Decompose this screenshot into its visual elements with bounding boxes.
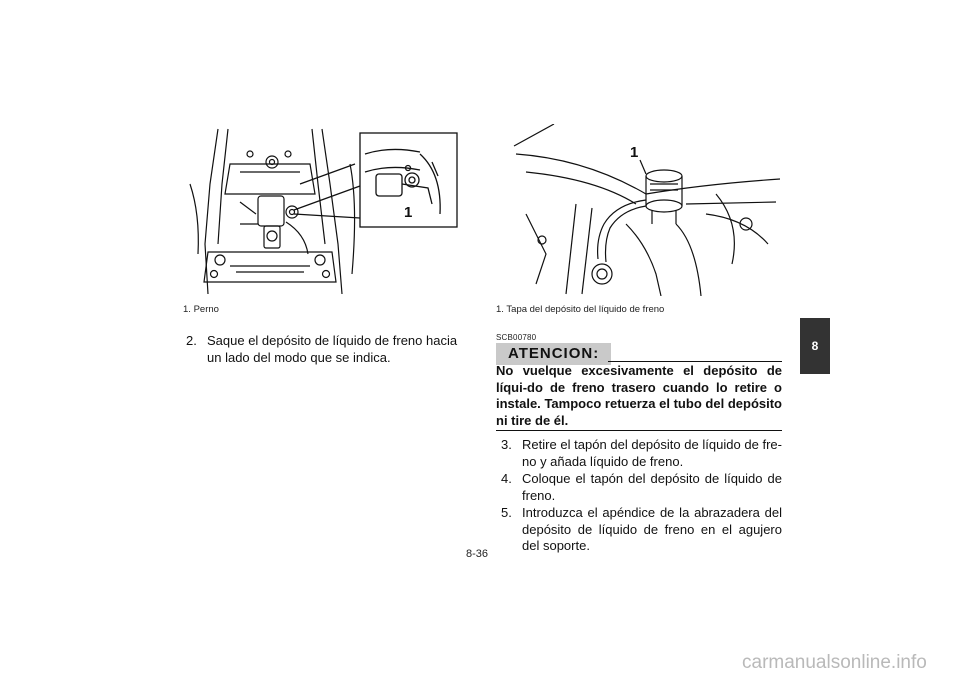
motorcycle-frame-drawing: [180, 124, 462, 296]
step-number: 3.: [501, 437, 512, 452]
caption-number: 1.: [183, 304, 191, 315]
step-number: 4.: [501, 471, 512, 486]
section-tab: 8: [800, 318, 830, 374]
step-text: Coloque el tapón del depósito de líquido de freno.: [522, 471, 782, 503]
document-code: SCB00780: [496, 333, 537, 342]
caption-number: 1.: [496, 304, 504, 315]
step-item: [501, 505, 782, 555]
figure-callout: 1: [630, 144, 639, 161]
page-number: 8-36: [466, 548, 489, 560]
caption-text: Tapa del depósito del líquido de freno: [506, 304, 665, 315]
watermark: carmanualsonline.info: [742, 652, 927, 673]
step-item: [501, 437, 782, 470]
figure-callout: 1: [404, 204, 413, 221]
step-number: 5.: [501, 505, 512, 520]
step-text: Introduzca el apéndice de la abrazadera del depósito de líquido de freno en el agujero del soporte.: [522, 505, 782, 553]
step-number: 2.: [186, 333, 197, 348]
brake-reservoir-drawing: [506, 124, 780, 296]
step-text: Saque el depósito de líquido de freno hacia un lado del modo que se indica.: [207, 333, 458, 365]
step-text: Retire el tapón del depósito de líquido de fre-no y añada líquido de freno.: [522, 437, 782, 469]
bolt-illustration: [180, 124, 462, 296]
reservoir-illustration: [506, 124, 780, 296]
attention-label: ATENCION:: [496, 343, 611, 365]
caption-text: Perno: [193, 304, 219, 315]
right-figure-caption: [496, 304, 664, 315]
attention-bottom-rule: [496, 430, 782, 431]
step-item: [186, 333, 466, 366]
attention-text: No vuelque excesivamente el depósito de líqui-do de freno trasero cuando lo retire o instale. Tampoco retuerza el tubo del depósito ni tire de él.: [496, 363, 782, 428]
left-figure-caption: [183, 304, 219, 315]
step-item: [501, 471, 782, 504]
